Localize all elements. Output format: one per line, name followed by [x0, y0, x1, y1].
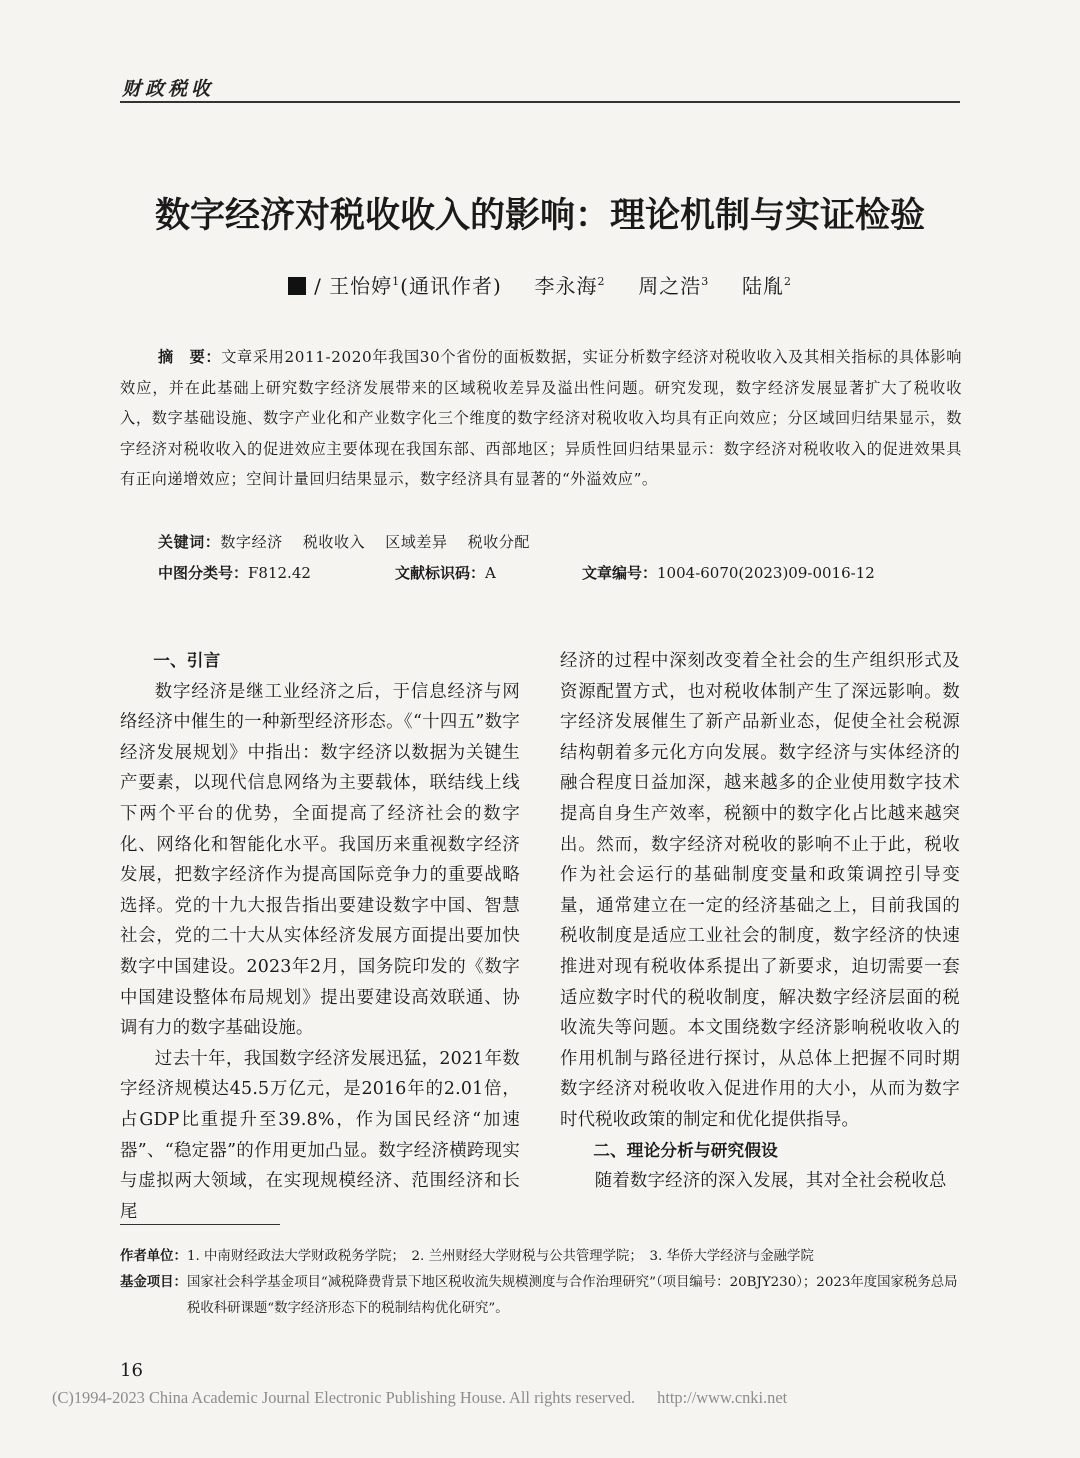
- section-heading: 二、理论分析与研究假设: [593, 1140, 778, 1160]
- author-affiliation-sup: 3: [701, 275, 710, 288]
- journal-section-label: 财政税收: [122, 78, 215, 100]
- keyword: 税收收入: [302, 533, 366, 551]
- abstract-text: 文章采用2011-2020年我国30个省份的面板数据，实证分析数字经济对税收收入及其相关指标的具体影响效应，并在此基础上研究数字经济发展带来的区域税收差异及溢出性问题。研究发现，数字经济发展显著扩大了税收收入，数字基础设施、数字产业化和产业数字化三个维度的数字经济对税收收入均具有正向效应；分区域回归结果显示，数字经济对税收收入的促进效应主要体现在我国东部、西部地区；异质性回归结果显示：数字经济对税收收入的促进效果具有正向递增效应；空间计量回归结果显示，数字经济具有显著的“外溢效应”。: [120, 348, 963, 488]
- author-affiliation-sup: 1: [392, 275, 401, 288]
- section-heading: 一、引言: [153, 651, 221, 670]
- abstract: [120, 342, 962, 495]
- body-paragraph: 数字经济是继工业经济之后，于信息经济与网络经济中催生的一种新型经济形态。《“十四五”数字经济发展规划》中指出：数字经济以数据为关键生产要素，以现代信息网络为主要载体，联结线上线下两个平台的优势，全面提高了经济社会的数字化、网络化和智能化水平。我国历来重视数字经济发展，把数字经济作为提高国际竞争力的重要战略选择。党的十九大报告指出要建设数字中国、智慧社会，党的二十大从实体经济发展方面提出要加快数字中国建设。2023年2月，国务院印发的《数字中国建设整体布局规划》提出要建设高效联通、协调有力的数字基础设施。: [120, 681, 520, 1039]
- funding-info: 基金项目： 国家社会科学基金项目“减税降费背景下地区税收流失规模测度与合作治理研究”（项目编号：20BJY230）；2023年度国家税务总局税收科研课题“数字经济形态下的税制结构优化研究”。: [120, 1275, 958, 1316]
- author-name: 李永海: [534, 274, 598, 298]
- author-affiliation-sup: 2: [597, 275, 606, 288]
- body-paragraph: 随着数字经济的深入发展，其对全社会税收总: [594, 1171, 947, 1192]
- copyright-notice: (C)1994-2023 China Academic Journal Electronic Publishing House. All rights reserved. http://www.cnki.net: [52, 1388, 788, 1407]
- keywords-label: 关键词：: [158, 533, 221, 551]
- keyword: 区域差异: [385, 533, 448, 551]
- keyword: 数字经济: [220, 533, 283, 551]
- author-separator: /: [314, 274, 322, 298]
- author-affiliations: 作者单位： 1. 中南财经政法大学财政税务学院； 2. 兰州财经大学财税与公共管理学院； 3. 华侨大学经济与金融学院: [120, 1249, 814, 1264]
- author-name: 陆胤: [741, 274, 784, 298]
- page-number: 16: [120, 1360, 143, 1381]
- author-affiliation-sup: 2: [783, 275, 792, 288]
- cnki-link[interactable]: http://www.cnki.net: [657, 1388, 788, 1407]
- header-divider: [120, 101, 960, 103]
- body-paragraph: 过去十年，我国数字经济发展迅猛，2021年数字经济规模达45.5万亿元，是2016年的2.01倍，占GDP比重提升至39.8%，作为国民经济“加速器”、“稳定器”的作用更加凸显。数字经济横跨现实与虚拟两大领域，在实现规模经济、范围经济和长尾: [120, 1048, 520, 1222]
- author-line: [120, 270, 960, 299]
- document-code: 文献标识码：A: [395, 564, 496, 582]
- body-column-left: [120, 646, 520, 1227]
- keyword: 税收分配: [467, 533, 531, 551]
- keywords: [158, 531, 550, 552]
- body-paragraph-continued: 经济的过程中深刻改变着全社会的生产组织形式及资源配置方式，也对税收体制产生了深远影响。数字经济发展催生了新产品新业态，促使全社会税源结构朝着多元化方向发展。数字经济与实体经济的融合程度日益加深，越来越多的企业使用数字技术提高自身生产效率，税额中的数字化占比越来越突出。然而，数字经济对税收的影响不止于此，税收作为社会运行的基础制度变量和政策调控引导变量，通常建立在一定的经济基础之上，目前我国的税收制度是适应工业社会的制度，数字经济的快速推进对现有税收体系提出了新要求，迫切需要一套适应数字时代的税收制度，解决数字经济层面的税收流失等问题。本文围绕数字经济影响税收收入的作用机制与路径进行探讨，从总体上把握不同时期数字经济对税收收入促进作用的大小，从而为数字时代税收政策的制定和优化提供指导。: [560, 651, 960, 1130]
- clc-number: 中图分类号：F812.42: [158, 564, 311, 582]
- black-square-icon: [288, 277, 306, 295]
- article-title: 数字经济对税收收入的影响：理论机制与实证检验: [154, 196, 925, 236]
- author-name: 王怡婷: [329, 274, 393, 298]
- body-column-right: [560, 646, 960, 1197]
- author-name: 周之浩: [638, 274, 702, 298]
- corresponding-author-note: (通讯作者): [400, 274, 502, 298]
- footnotes: [120, 1244, 965, 1322]
- footnote-divider: [120, 1224, 280, 1225]
- abstract-label: 摘 要：: [158, 348, 222, 366]
- article-number: 文章编号：1004-6070(2023)09-0016-12: [582, 564, 875, 582]
